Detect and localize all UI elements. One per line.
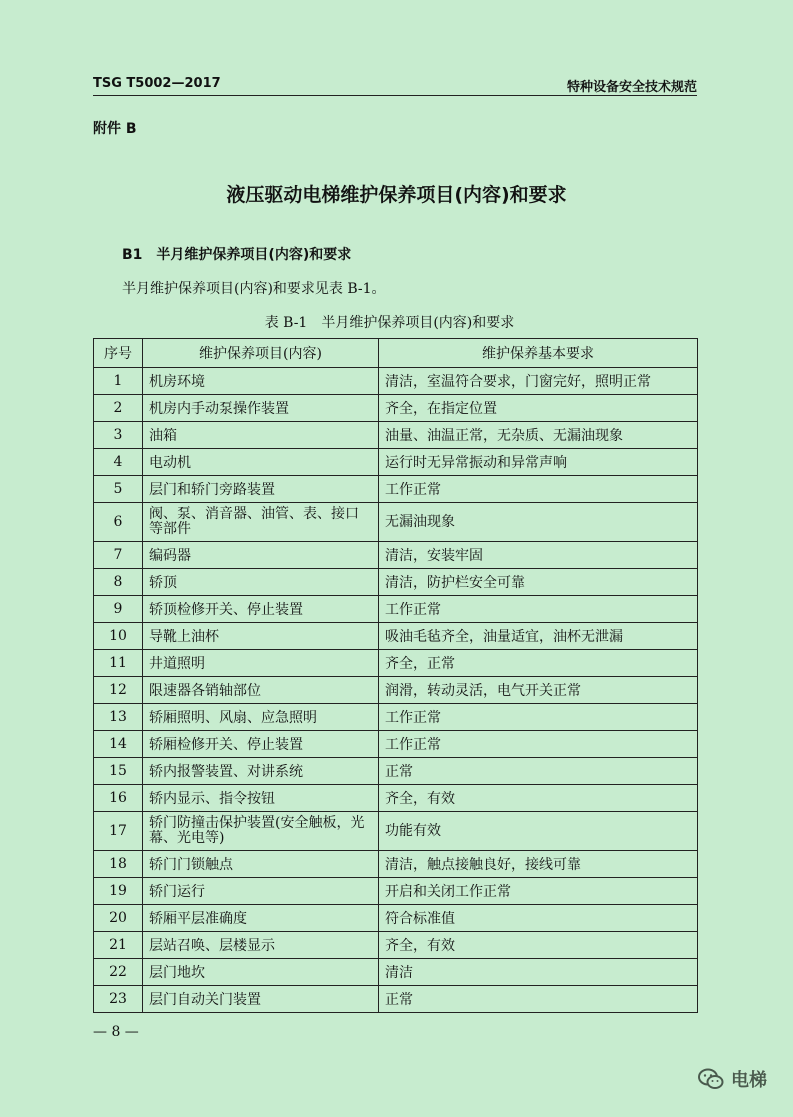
section-heading [122,244,365,264]
table-body [94,368,698,1013]
row-requirement-cell: 工作正常 [379,704,698,731]
row-requirement-cell: 工作正常 [379,476,698,503]
table-row [94,851,698,878]
row-index-cell: 4 [94,449,143,476]
row-requirement-cell: 齐全，正常 [379,650,698,677]
row-index-cell: 13 [94,704,143,731]
table-row [94,569,698,596]
row-index-cell: 7 [94,542,143,569]
row-item-cell: 井道照明 [143,650,379,677]
table-row [94,650,698,677]
header-series-title: 特种设备安全技术规范 [566,80,697,95]
table-row [94,476,698,503]
page-number: — 8 — [93,1024,139,1040]
table-row [94,395,698,422]
annex-label: 附件 B [93,121,137,137]
row-index-cell: 1 [94,368,143,395]
row-item-cell: 层门自动关门装置 [143,986,379,1013]
row-index-cell: 22 [94,959,143,986]
section-title: 半月维护保养项目(内容)和要求 [156,247,352,263]
row-requirement-cell: 正常 [379,986,698,1013]
row-item-cell: 轿厢平层准确度 [143,905,379,932]
table-row [94,932,698,959]
row-item-cell: 限速器各销轴部位 [143,677,379,704]
row-index-cell: 14 [94,731,143,758]
row-index-cell: 11 [94,650,143,677]
row-requirement-cell: 吸油毛毡齐全，油量适宜，油杯无泄漏 [379,623,698,650]
table-caption-title: 半月维护保养项目(内容)和要求 [321,315,515,331]
table-row [94,623,698,650]
row-item-cell: 层站召唤、层楼显示 [143,932,379,959]
row-item-cell: 轿门运行 [143,878,379,905]
row-item-cell: 机房内手动泵操作装置 [143,395,379,422]
table-row [94,878,698,905]
row-item-cell: 轿厢检修开关、停止装置 [143,731,379,758]
header-doc-code: TSG T5002—2017 [93,76,221,91]
section-number: B1 [122,247,143,263]
row-item-cell: 轿厢照明、风扇、应急照明 [143,704,379,731]
table-row [94,542,698,569]
table-row [94,785,698,812]
row-requirement-cell: 清洁，室温符合要求，门窗完好，照明正常 [379,368,698,395]
row-index-cell: 18 [94,851,143,878]
row-index-cell: 23 [94,986,143,1013]
column-header-requirement: 维护保养基本要求 [379,339,698,368]
row-requirement-cell: 齐全，有效 [379,785,698,812]
row-item-cell: 轿内报警装置、对讲系统 [143,758,379,785]
row-requirement-cell: 工作正常 [379,596,698,623]
table-row [94,449,698,476]
row-item-cell: 轿顶 [143,569,379,596]
row-index-cell: 17 [94,812,143,851]
row-index-cell: 19 [94,878,143,905]
row-requirement-cell: 齐全，在指定位置 [379,395,698,422]
row-item-cell: 轿顶检修开关、停止装置 [143,596,379,623]
row-index-cell: 12 [94,677,143,704]
row-index-cell: 5 [94,476,143,503]
table-row [94,368,698,395]
wechat-icon [697,1067,725,1091]
row-requirement-cell: 无漏油现象 [379,503,698,542]
table-row [94,422,698,449]
row-requirement-cell: 油量、油温正常，无杂质、无漏油现象 [379,422,698,449]
table-row [94,704,698,731]
row-item-cell: 轿内显示、指令按钮 [143,785,379,812]
row-item-cell: 机房环境 [143,368,379,395]
table-row [94,959,698,986]
row-item-cell: 阀、泵、消音器、油管、表、接口等部件 [143,503,379,542]
column-header-item: 维护保养项目(内容) [143,339,379,368]
table-row [94,812,698,851]
row-requirement-cell: 符合标准值 [379,905,698,932]
row-requirement-cell: 清洁 [379,959,698,986]
row-requirement-cell: 功能有效 [379,812,698,851]
row-item-cell: 轿门防撞击保护装置(安全触板，光幕、光电等) [143,812,379,851]
row-requirement-cell: 运行时无异常振动和异常声响 [379,449,698,476]
row-index-cell: 9 [94,596,143,623]
row-index-cell: 3 [94,422,143,449]
row-requirement-cell: 清洁，安装牢固 [379,542,698,569]
row-requirement-cell: 清洁，触点接触良好，接线可靠 [379,851,698,878]
row-index-cell: 20 [94,905,143,932]
table-caption [0,312,793,332]
row-item-cell: 编码器 [143,542,379,569]
row-item-cell: 轿门门锁触点 [143,851,379,878]
table-row [94,758,698,785]
row-requirement-cell: 润滑，转动灵活，电气开关正常 [379,677,698,704]
row-requirement-cell: 工作正常 [379,731,698,758]
table-row [94,677,698,704]
row-item-cell: 层门地坎 [143,959,379,986]
row-item-cell: 导靴上油杯 [143,623,379,650]
table-caption-id: 表 B-1 [264,315,308,331]
row-index-cell: 10 [94,623,143,650]
row-requirement-cell: 开启和关闭工作正常 [379,878,698,905]
table-header-row [94,339,698,368]
column-header-index: 序号 [94,339,143,368]
page-title: 液压驱动电梯维护保养项目(内容)和要求 [226,184,567,206]
row-index-cell: 8 [94,569,143,596]
row-item-cell: 层门和轿门旁路装置 [143,476,379,503]
row-index-cell: 2 [94,395,143,422]
intro-paragraph: 半月维护保养项目(内容)和要求见表 B-1。 [122,281,386,297]
header-rule [93,95,697,96]
row-index-cell: 16 [94,785,143,812]
table-row [94,596,698,623]
row-requirement-cell: 正常 [379,758,698,785]
table-row [94,905,698,932]
row-item-cell: 电动机 [143,449,379,476]
table-row [94,986,698,1013]
row-requirement-cell: 清洁，防护栏安全可靠 [379,569,698,596]
watermark [697,1066,767,1092]
row-index-cell: 6 [94,503,143,542]
table-row [94,731,698,758]
row-requirement-cell: 齐全，有效 [379,932,698,959]
row-item-cell: 油箱 [143,422,379,449]
row-index-cell: 15 [94,758,143,785]
watermark-text: 电梯 [731,1070,767,1091]
table-row [94,503,698,542]
maintenance-table [93,338,698,1013]
row-index-cell: 21 [94,932,143,959]
